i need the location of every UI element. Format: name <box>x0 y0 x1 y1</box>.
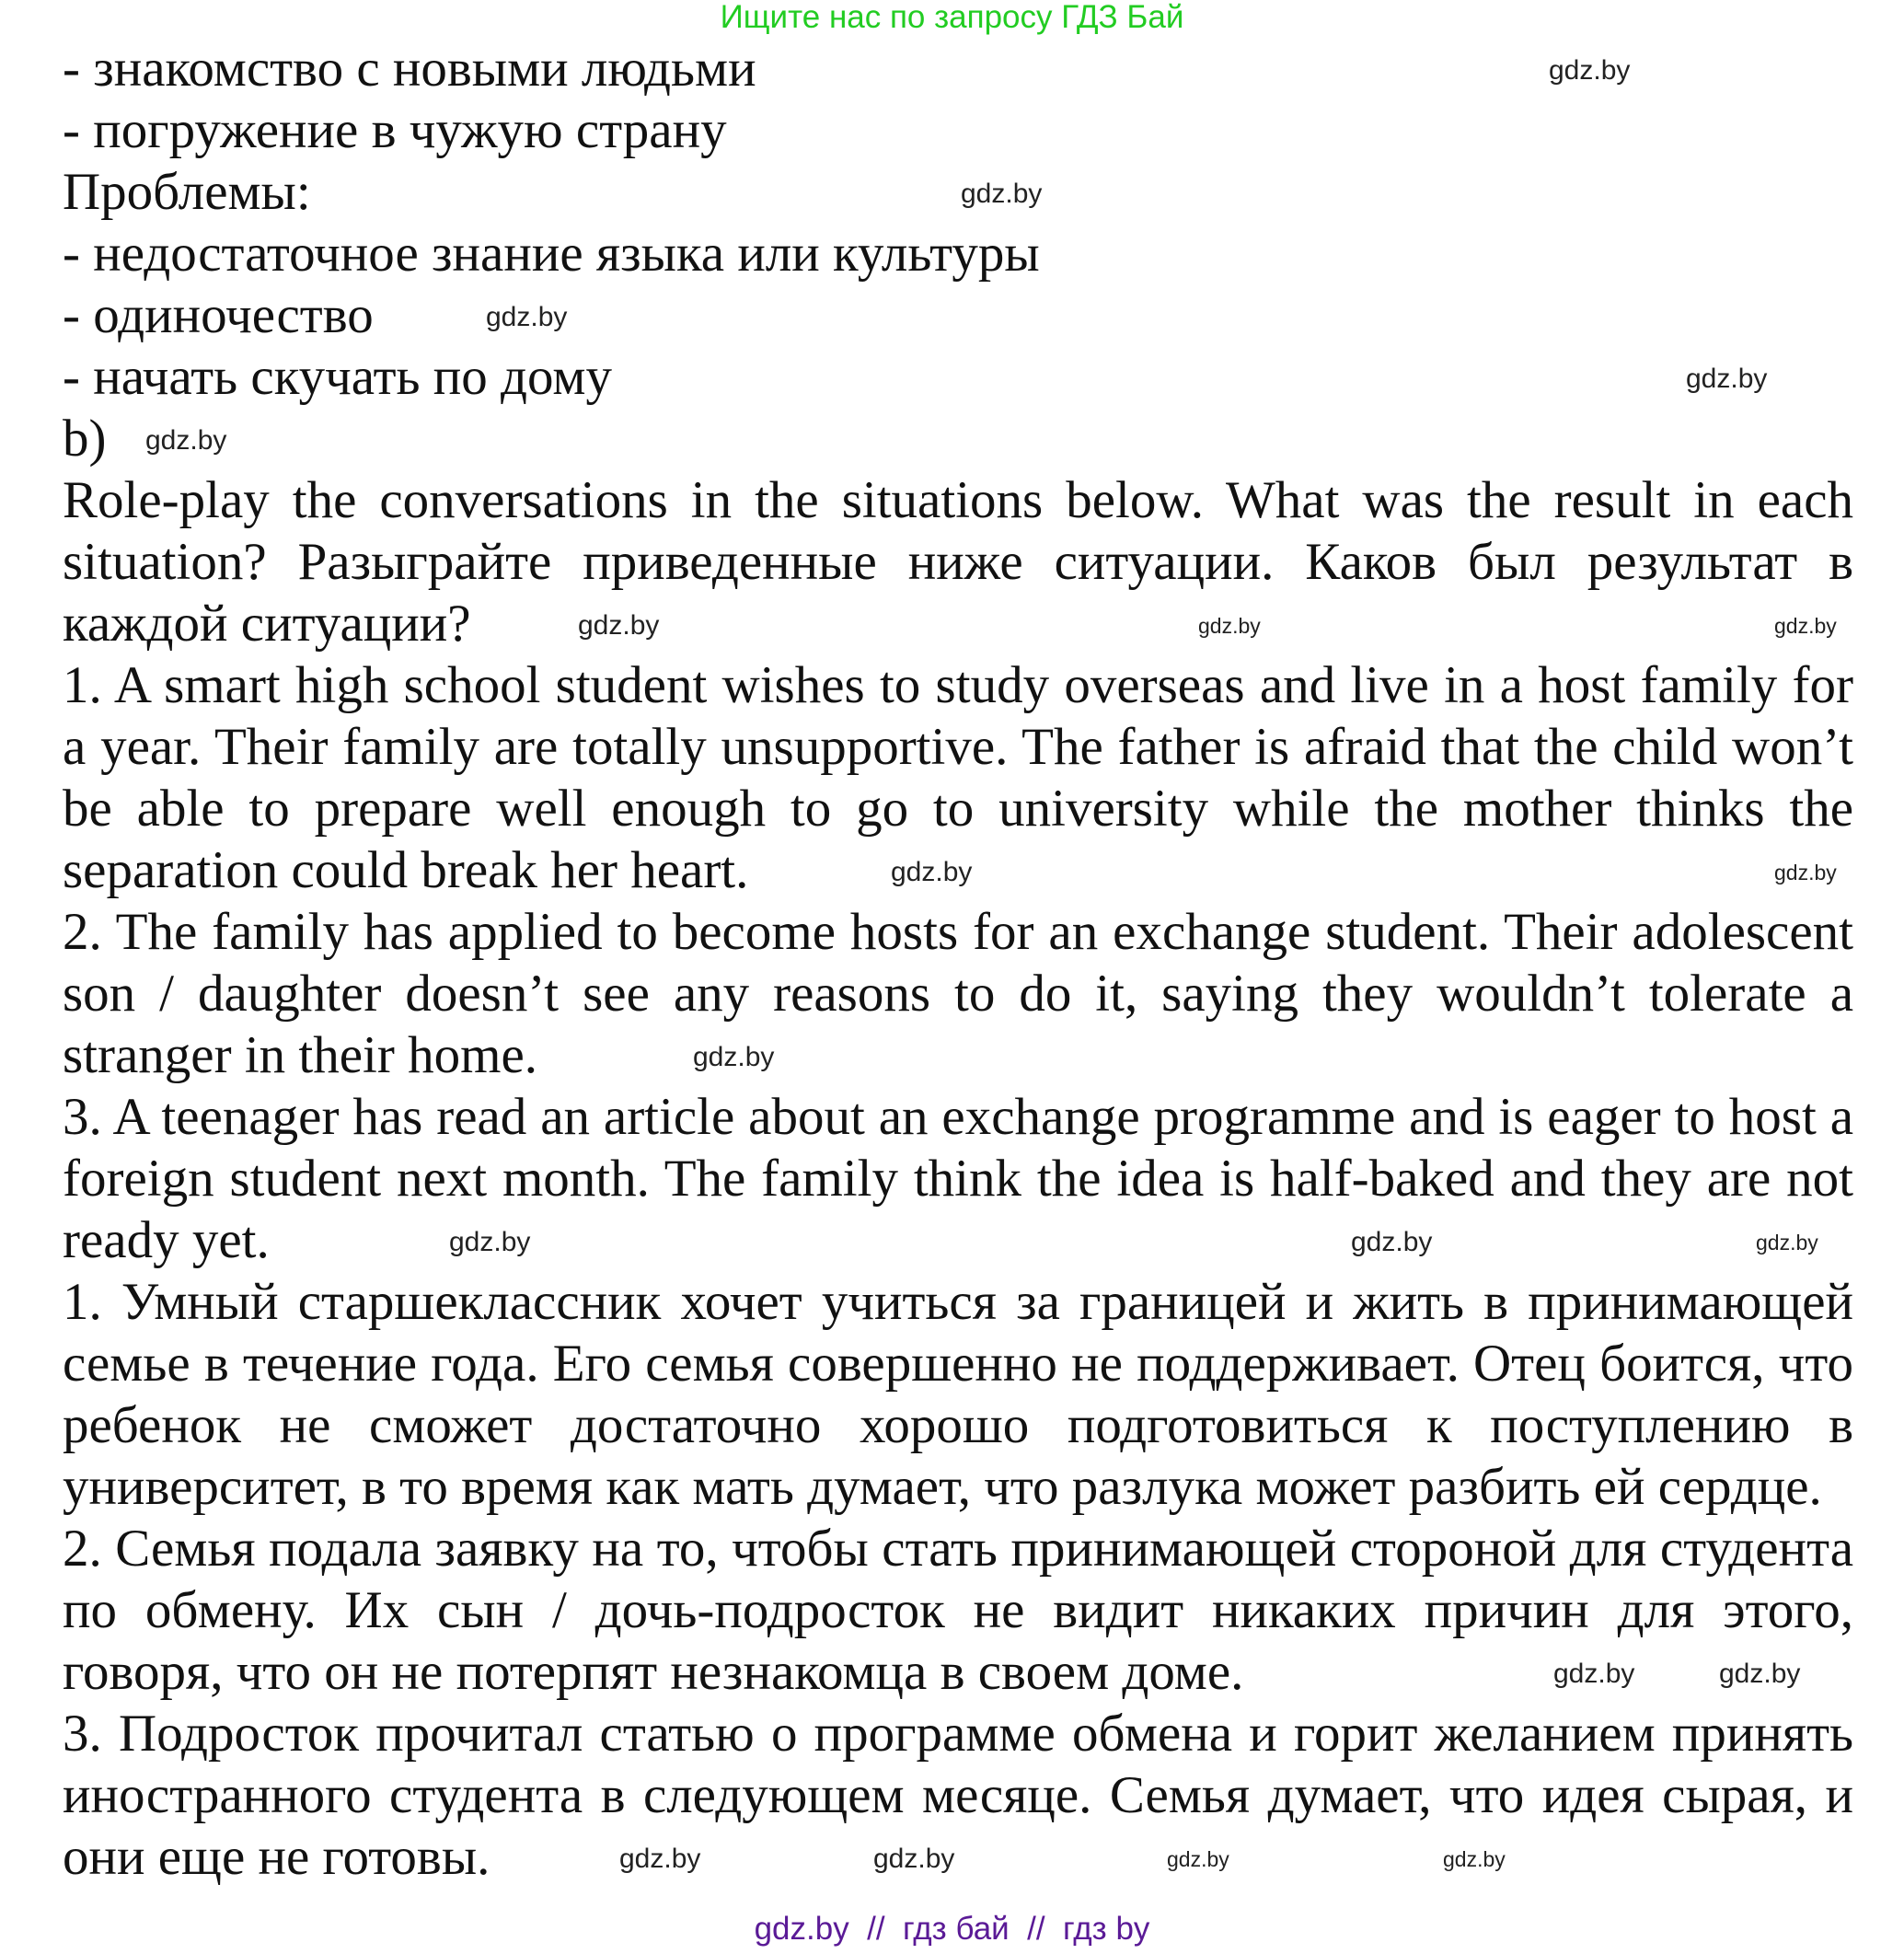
translation-text: 3. Подросток прочитал статью о программе обмена и горит желанием принять иностранного студента в следующем месяце. Семья думает, что идея сырая, и они еще не готовы. <box>63 1705 1853 1886</box>
watermark: gdz.by <box>1549 55 1631 86</box>
footer-links: gdz.by // гдз бай // гдз by <box>754 1911 1150 1947</box>
watermark: gdz.by <box>1553 1659 1635 1689</box>
section-label-text: b) <box>63 410 107 468</box>
situation-paragraph <box>63 654 1853 901</box>
situation-text: 2. The family has applied to become hosts for an exchange student. Their adolescent son / daughter doesn’t see any reasons to do it, saying they wouldn’t tolerate a stranger in their home. <box>63 903 1853 1084</box>
list-item-text: - недостаточное знание языка или культуры <box>63 225 1040 283</box>
translation-paragraph <box>63 1703 1853 1888</box>
situation-paragraph <box>63 901 1853 1086</box>
watermark: gdz.by <box>1443 1847 1506 1871</box>
watermark: gdz.by <box>1774 861 1837 885</box>
watermark: gdz.by <box>449 1227 531 1257</box>
watermark: gdz.by <box>619 1844 701 1874</box>
situation-text: 1. A smart high school student wishes to study overseas and live in a host family for a year. Their family are totally unsupportive. The father is afraid that the child won’t be able to prepare well enough to go to university while the mother thinks the separation could break her heart. <box>63 656 1853 899</box>
list-item-text: - погружение в чужую страну <box>63 101 727 159</box>
list-item-text: - одиночество <box>63 286 374 344</box>
translation-paragraph <box>63 1271 1853 1518</box>
translation-paragraph <box>63 1518 1853 1703</box>
list-item-text: - начать скучать по дому <box>63 348 612 406</box>
section-heading <box>63 161 1853 223</box>
list-item <box>63 223 1853 284</box>
watermark: gdz.by <box>578 610 660 641</box>
search-banner: Ищите нас по запросу ГДЗ Бай <box>720 0 1184 35</box>
task-instruction-text: Role-play the conversations in the situations below. What was the result in each situation? Разыграйте приведенные ниже ситуации. Каков был результат в каждой ситуации? <box>63 471 1853 653</box>
list-item-text: - знакомство с новыми людьми <box>63 40 756 98</box>
list-item <box>63 284 1853 346</box>
watermark: gdz.by <box>873 1844 955 1874</box>
list-item <box>63 99 1853 161</box>
watermark: gdz.by <box>961 179 1043 209</box>
translation-text: 2. Семья подала заявку на то, чтобы стать принимающей стороной для студента по обмену. Их сын / дочь-подросток не видит никаких причин для этого, говоря, что он не потерпят незнакомца в своем доме. <box>63 1520 1853 1701</box>
situation-text: 3. A teenager has read an article about an exchange programme and is eager to host a foreign student next month. The family think the idea is half-baked and they are not ready yet. <box>63 1088 1853 1269</box>
watermark: gdz.by <box>1774 614 1837 638</box>
watermark: gdz.by <box>145 425 227 456</box>
section-label <box>63 408 1853 469</box>
translation-text: 1. Умный старшеклассник хочет учиться за границей и жить в принимающей семье в течение года. Его семья совершенно не поддерживает. Отец боится, что ребенок не сможет достаточно хорошо подготовиться к поступлению в университет, в то время как мать думает, что разлука может разбить ей сердце. <box>63 1273 1853 1516</box>
watermark: gdz.by <box>486 302 568 332</box>
watermark: gdz.by <box>693 1042 775 1072</box>
watermark: gdz.by <box>1351 1227 1433 1257</box>
situation-paragraph <box>63 1086 1853 1271</box>
watermark: gdz.by <box>1167 1847 1229 1871</box>
task-instruction <box>63 469 1853 654</box>
list-item <box>63 346 1853 408</box>
document-body <box>63 0 1853 1888</box>
watermark: gdz.by <box>1198 614 1261 638</box>
watermark: gdz.by <box>1719 1659 1801 1689</box>
watermark: gdz.by <box>1686 364 1768 394</box>
section-heading-text: Проблемы: <box>63 163 311 221</box>
list-item <box>63 38 1853 99</box>
watermark: gdz.by <box>891 857 973 887</box>
watermark: gdz.by <box>1756 1231 1818 1254</box>
